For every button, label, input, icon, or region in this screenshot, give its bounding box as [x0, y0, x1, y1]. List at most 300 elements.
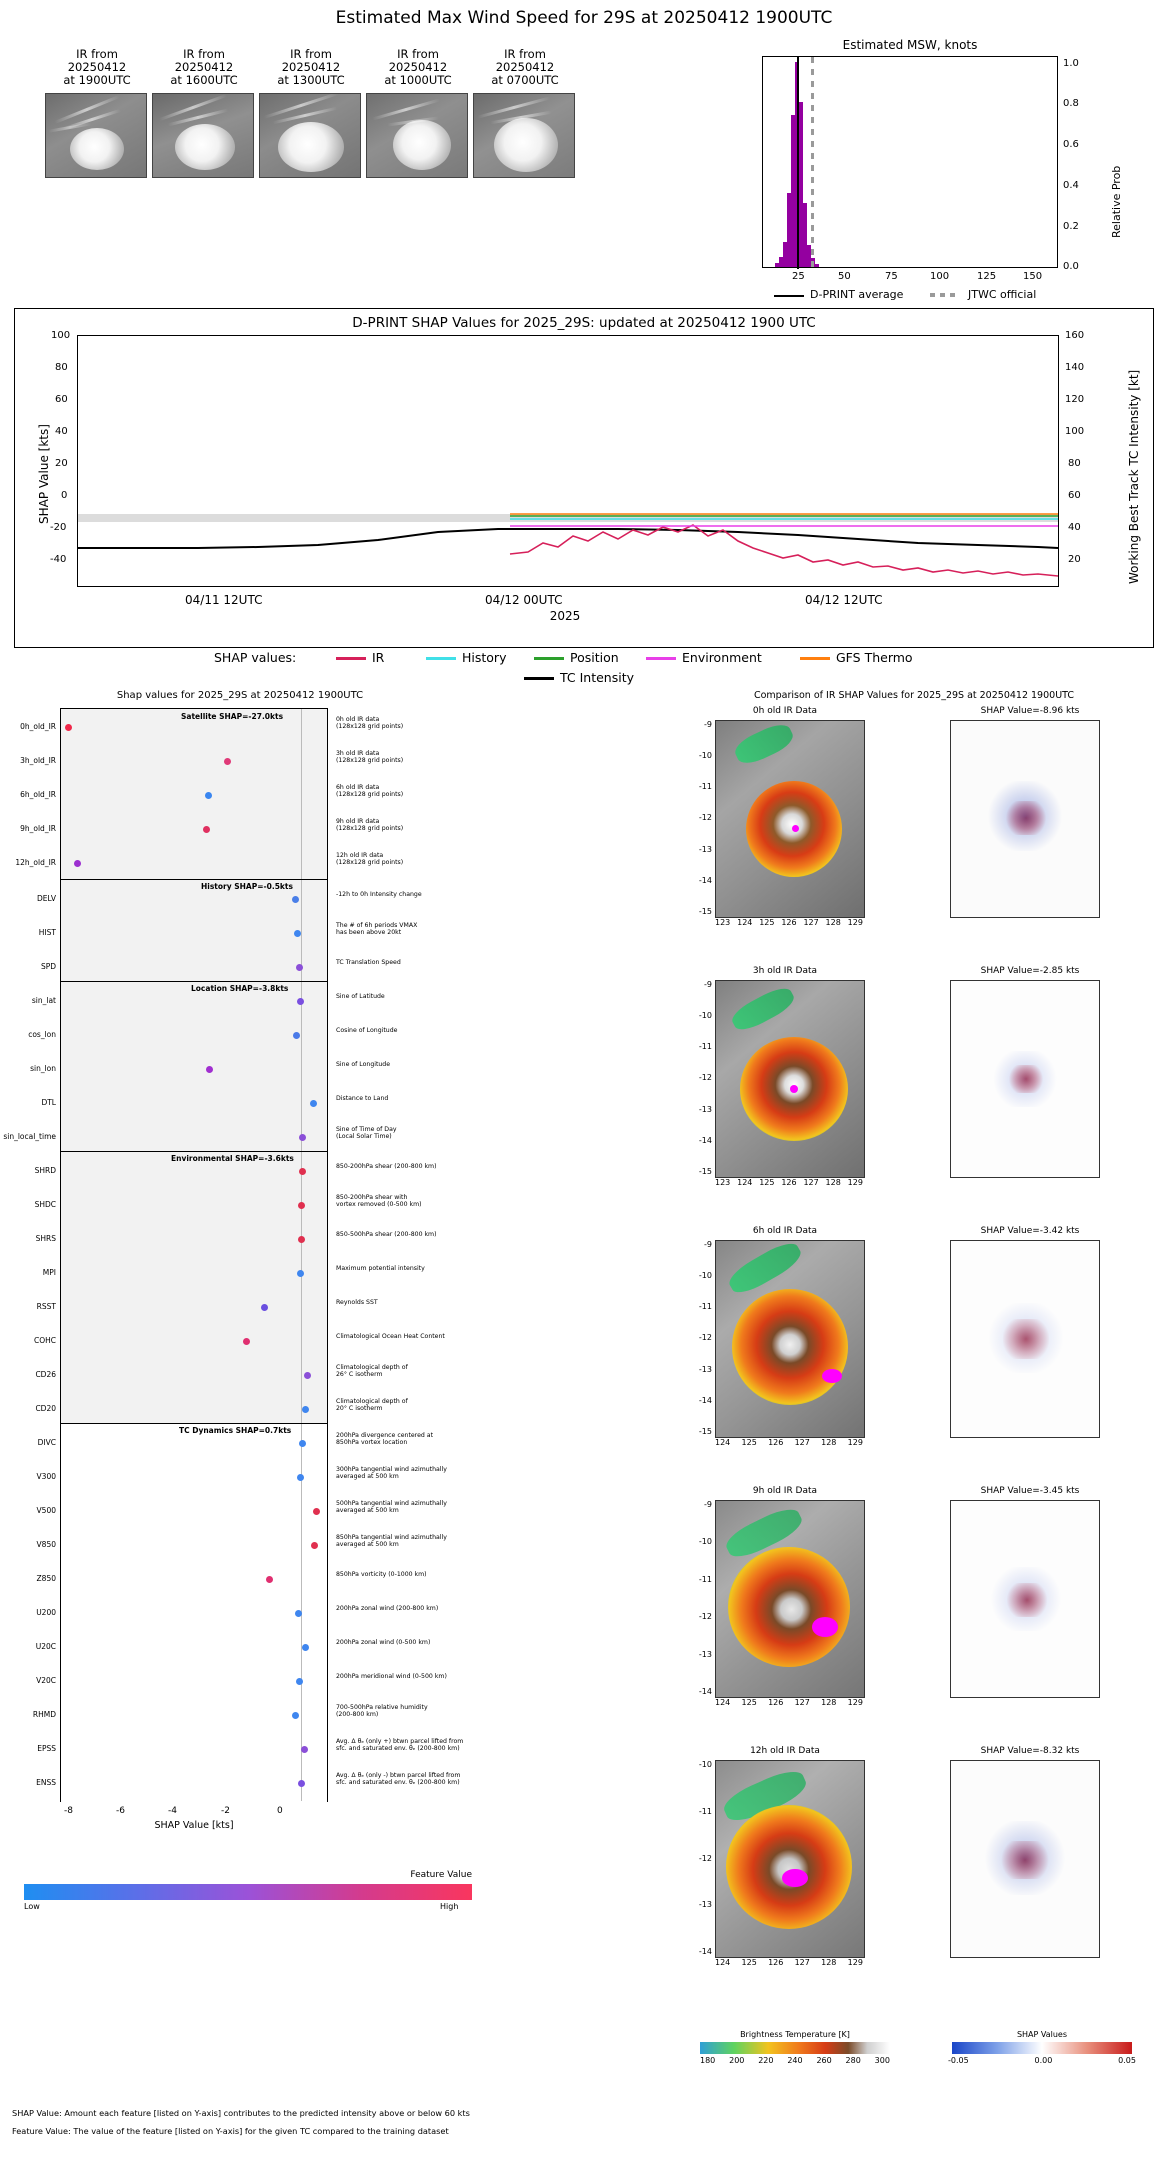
shap-dot-SHRS — [298, 1236, 305, 1243]
shap-desc-V300 — [336, 1466, 476, 1481]
legend-swatch-environment — [646, 657, 676, 660]
ir-yticks-0 — [688, 720, 712, 916]
desc-line-1: Avg. Δ θₑ (only +) btwn parcel lifted from — [336, 1738, 464, 1745]
shap-label-EPSS: EPSS — [37, 1744, 56, 1753]
desc-line-2: (128x128 grid points) — [336, 791, 404, 799]
ts-ytick-right-2: 60 — [1068, 490, 1081, 501]
shap-desc-DTL: Distance to Land — [336, 1095, 389, 1102]
desc-line-2: averaged at 500 km — [336, 1507, 399, 1515]
shap-desc-V850 — [336, 1534, 476, 1549]
ir-comparison-row-3 — [660, 1486, 1168, 1756]
xtick: 124 — [715, 1958, 731, 1967]
ytick: -11 — [698, 1806, 712, 1816]
shap-desc-SHRD: 850-200hPa shear (200-800 km) — [336, 1163, 437, 1170]
section-header-environment: Environmental SHAP=-3.6kts — [171, 1154, 294, 1163]
ytick: -9 — [704, 1240, 712, 1249]
ytick: -14 — [698, 1686, 712, 1696]
ir-comparison-title: Comparison of IR SHAP Values for 2025_29S at 20250412 1900UTC — [753, 690, 1075, 701]
shap-scatter-title: Shap values for 2025_29S at 20250412 1900UTC — [116, 690, 364, 701]
shap-label-U200: U200 — [36, 1608, 56, 1617]
shap-dot-ENSS — [298, 1780, 305, 1787]
ytick: -15 — [698, 1166, 712, 1176]
shap-colorbar-gradient — [952, 2042, 1132, 2054]
caption-line-3: at 0700UTC — [491, 73, 559, 87]
legend-label-dprint: D-PRINT average — [810, 288, 904, 301]
shap-timeseries-panel — [14, 308, 1154, 648]
ts-ytick-right-4: 100 — [1065, 426, 1085, 437]
shap-label-DELV: DELV — [37, 894, 56, 903]
desc-line-1: Sine of Time of Day — [336, 1126, 397, 1133]
ytick: -14 — [698, 1135, 712, 1145]
shap-row-title-2: SHAP Value=-3.42 kts — [980, 1226, 1080, 1236]
shap-dot-V300 — [297, 1474, 304, 1481]
shap-label-DIVC: DIVC — [37, 1438, 56, 1447]
tick: -0.05 — [948, 2056, 969, 2065]
bt-colorbar — [690, 2030, 900, 2070]
shap-label-V300: V300 — [36, 1472, 56, 1481]
xtick: 126 — [768, 1438, 784, 1447]
xtick: 126 — [768, 1958, 784, 1967]
timeseries-lines — [78, 336, 1058, 586]
ts-ytick-right-0: 20 — [1068, 554, 1081, 565]
histogram-ytick-2: 0.4 — [1063, 180, 1079, 191]
section-band-history — [61, 879, 327, 981]
ir-thumbnail-caption — [45, 48, 149, 87]
shap-dot-sin_local_time — [299, 1134, 306, 1141]
xtick: 128 — [825, 1178, 841, 1187]
feature-value-low: Low — [24, 1902, 40, 1911]
ytick: -15 — [698, 906, 712, 916]
shap-desc-COHC: Climatological Ocean Heat Content — [336, 1333, 445, 1340]
shap-label-SHDC: SHDC — [34, 1200, 56, 1209]
shap-label-3h_old_IR: 3h_old_IR — [20, 756, 56, 765]
shap-map-1 — [950, 980, 1100, 1178]
legend-label-position: Position — [570, 650, 619, 665]
xtick: 126 — [781, 918, 797, 927]
shap-label-RHMD: RHMD — [32, 1710, 56, 1719]
histogram-xtick-2: 75 — [885, 271, 898, 282]
caption-line-3: at 1300UTC — [277, 73, 345, 87]
shap-desc-3h_old_IR — [336, 750, 466, 765]
desc-line-2: sfc. and saturated env. θₑ (200-800 km) — [336, 1745, 460, 1753]
ir-row-title-2: 6h old IR Data — [752, 1226, 818, 1236]
ir-yticks-1 — [688, 980, 712, 1176]
shap-dot-sin_lon — [206, 1066, 213, 1073]
footnote-feature-value: Feature Value: The value of the feature [listed on Y-axis] for the given TC compared to the training dataset — [12, 2126, 449, 2136]
ir-xticks-1 — [715, 1178, 863, 1187]
shap-desc-U200: 200hPa zonal wind (200-800 km) — [336, 1605, 439, 1612]
shap-dot-3h_old_IR — [224, 758, 231, 765]
ytick: -11 — [698, 1574, 712, 1584]
ts-ylabel-right: Working Best Track TC Intensity [kt] — [1127, 369, 1141, 584]
histogram-ytick-0: 0.0 — [1063, 261, 1079, 272]
ts-xtick-2: 04/12 12UTC — [805, 593, 883, 607]
shap-label-cos_lon: cos_lon — [28, 1030, 56, 1039]
ytick: -12 — [698, 1853, 712, 1863]
shap-timeseries-plot — [77, 335, 1059, 587]
xtick: 129 — [847, 918, 863, 927]
feature-value-gradient — [24, 1884, 472, 1900]
shap-dot-6h_old_IR — [205, 792, 212, 799]
xtick: 128 — [821, 1438, 837, 1447]
shap-row-title-0: SHAP Value=-8.96 kts — [980, 706, 1080, 716]
shap-label-V500: V500 — [36, 1506, 56, 1515]
ytick: -14 — [698, 1395, 712, 1405]
desc-line-1: Avg. Δ θₑ (only -) btwn parcel lifted from — [336, 1772, 461, 1779]
desc-line-1: 300hPa tangential wind azimuthally — [336, 1466, 447, 1473]
shap-map-2 — [950, 1240, 1100, 1438]
ts-ytick-right-1: 40 — [1068, 522, 1081, 533]
scatter-xtick-0: -8 — [64, 1806, 73, 1816]
desc-line-2: 20° C isotherm — [336, 1405, 383, 1413]
desc-line-1: 12h old IR data — [336, 852, 384, 859]
desc-line-1: 0h old IR data — [336, 716, 380, 723]
ytick: -10 — [698, 1011, 712, 1021]
ir-map-0 — [715, 720, 865, 918]
ts-ytick-left-1: -20 — [50, 522, 67, 533]
desc-line-1: The # of 6h periods VMAX — [336, 922, 418, 929]
xtick: 129 — [847, 1698, 863, 1707]
shap-dot-DELV — [292, 896, 299, 903]
ir-yticks-2 — [688, 1240, 712, 1436]
ir-thumbnail-image — [152, 93, 254, 178]
legend-swatch-gfsthermo — [800, 657, 830, 660]
ir-thumbnail-caption — [366, 48, 470, 87]
ir-comparison-row-0 — [660, 706, 1168, 976]
shap-dot-0h_old_IR — [65, 724, 72, 731]
shap-label-DTL: DTL — [41, 1098, 56, 1107]
section-header-dynamics: TC Dynamics SHAP=0.7kts — [179, 1426, 292, 1435]
xtick: 125 — [759, 918, 775, 927]
shap-label-9h_old_IR: 9h_old_IR — [20, 824, 56, 833]
xtick: 128 — [821, 1698, 837, 1707]
desc-line-1: 850-200hPa shear with — [336, 1194, 408, 1201]
shap-desc-RSST: Reynolds SST — [336, 1299, 378, 1306]
footnote-shap-value: SHAP Value: Amount each feature [listed on Y-axis] contributes to the predicted intensity above or below 60 kts — [12, 2108, 470, 2118]
feature-value-colorbar — [10, 1870, 480, 1920]
ir-map-3 — [715, 1500, 865, 1698]
shap-desc-CD26 — [336, 1364, 476, 1379]
ytick: -10 — [698, 751, 712, 761]
ir-thumbnail-image — [259, 93, 361, 178]
ytick: -9 — [704, 720, 712, 729]
feature-value-label: Feature Value — [410, 1870, 472, 1880]
xtick: 123 — [715, 918, 731, 927]
histogram-legend — [760, 288, 1060, 306]
shap-desc-RHMD — [336, 1704, 476, 1719]
jtwc-official-line — [811, 57, 814, 269]
ir-row-title-3: 9h old IR Data — [752, 1486, 818, 1496]
xtick: 129 — [847, 1958, 863, 1967]
ytick: -12 — [698, 1612, 712, 1622]
shap-colorbar-label: SHAP Values — [1016, 2030, 1068, 2039]
shap-label-sin_lon: sin_lon — [30, 1064, 56, 1073]
xtick: 127 — [794, 1958, 810, 1967]
shap-label-U20C: U20C — [35, 1642, 56, 1651]
histogram-ylabel: Relative Prob — [1110, 165, 1123, 238]
desc-line-1: 500hPa tangential wind azimuthally — [336, 1500, 447, 1507]
shap-desc-U20C: 200hPa zonal wind (0-500 km) — [336, 1639, 431, 1646]
legend-swatch-ir — [336, 657, 366, 660]
caption-line-1: IR from — [290, 47, 332, 61]
histogram-title: Estimated MSW, knots — [842, 38, 978, 52]
ts-ytick-left-3: 20 — [55, 458, 68, 469]
desc-line-1: 700-500hPa relative humidity — [336, 1704, 428, 1711]
shap-dot-cos_lon — [293, 1032, 300, 1039]
desc-line-2: sfc. and saturated env. θₑ (200-800 km) — [336, 1779, 460, 1787]
ytick: -13 — [698, 1900, 712, 1910]
desc-line-1: 6h old IR data — [336, 784, 380, 791]
caption-line-3: at 1600UTC — [170, 73, 238, 87]
xtick: 127 — [794, 1438, 810, 1447]
shap-dot-HIST — [294, 930, 301, 937]
section-header-history: History SHAP=-0.5kts — [201, 882, 293, 891]
ytick: -13 — [698, 1104, 712, 1114]
scatter-xtick-1: -6 — [116, 1806, 125, 1816]
ir-xticks-3 — [715, 1698, 863, 1707]
tick: 260 — [816, 2056, 832, 2065]
shap-label-RSST: RSST — [36, 1302, 56, 1311]
shap-row-title-1: SHAP Value=-2.85 kts — [980, 966, 1080, 976]
shap-dot-EPSS — [301, 1746, 308, 1753]
shap-map-0 — [950, 720, 1100, 918]
desc-line-2: averaged at 500 km — [336, 1541, 399, 1549]
caption-line-1: IR from — [76, 47, 118, 61]
dprint-average-line — [797, 57, 799, 269]
shap-label-V850: V850 — [36, 1540, 56, 1549]
caption-line-3: at 1900UTC — [63, 73, 131, 87]
ir-thumbnail-image — [366, 93, 468, 178]
desc-line-1: Climatological depth of — [336, 1398, 408, 1405]
scatter-xtick-3: -2 — [221, 1806, 230, 1816]
shap-label-COHC: COHC — [33, 1336, 56, 1345]
histogram-xtick-0: 25 — [792, 271, 805, 282]
shap-label-HIST: HIST — [38, 928, 56, 937]
ir-thumbnail-image — [45, 93, 147, 178]
histogram-xtick-1: 50 — [838, 271, 851, 282]
shap-label-ENSS: ENSS — [36, 1778, 56, 1787]
ts-ytick-right-3: 80 — [1068, 458, 1081, 469]
ytick: -14 — [698, 875, 712, 885]
shap-desc-9h_old_IR — [336, 818, 466, 833]
ytick: -10 — [698, 1271, 712, 1281]
caption-line-2: 20250412 — [174, 60, 234, 74]
shap-label-SHRS: SHRS — [35, 1234, 56, 1243]
shap-desc-DIVC — [336, 1432, 476, 1447]
ytick: -14 — [698, 1947, 712, 1956]
ytick: -13 — [698, 844, 712, 854]
ir-thumbnail-0 — [45, 48, 149, 178]
ir-row-title-0: 0h old IR Data — [752, 706, 818, 716]
tick: 0.05 — [1118, 2056, 1136, 2065]
page-title: Estimated Max Wind Speed for 29S at 20250412 1900UTC — [335, 8, 833, 28]
shap-row-title-4: SHAP Value=-8.32 kts — [980, 1746, 1080, 1756]
shap-desc-12h_old_IR — [336, 852, 466, 867]
shap-colorbar-ticks — [948, 2056, 1136, 2065]
tick: 0.00 — [1034, 2056, 1053, 2065]
ir-thumbnail-strip — [45, 48, 565, 208]
shap-dot-V20C — [296, 1678, 303, 1685]
xtick: 129 — [847, 1438, 863, 1447]
shap-dot-sin_lat — [297, 998, 304, 1005]
legend-label-history: History — [462, 650, 507, 665]
shap-desc-sin_lat: Sine of Latitude — [336, 993, 385, 1000]
ir-yticks-4 — [688, 1760, 712, 1956]
ytick: -9 — [704, 1500, 712, 1509]
shap-scatter-plot — [60, 708, 328, 1802]
shap-desc-SHDC — [336, 1194, 476, 1209]
ytick: -12 — [698, 813, 712, 823]
caption-line-1: IR from — [183, 47, 225, 61]
section-header-satellite: Satellite SHAP=-27.0kts — [181, 712, 284, 721]
shap-dot-12h_old_IR — [74, 860, 81, 867]
section-header-location: Location SHAP=-3.8kts — [191, 984, 289, 993]
legend-label-environment: Environment — [682, 650, 762, 665]
caption-line-2: 20250412 — [495, 60, 555, 74]
shap-label-12h_old_IR: 12h_old_IR — [15, 858, 56, 867]
shap-label-CD26: CD26 — [35, 1370, 56, 1379]
xtick: 124 — [715, 1438, 731, 1447]
ts-ytick-left-5: 60 — [55, 394, 68, 405]
desc-line-2: (128x128 grid points) — [336, 859, 404, 867]
legend-label-tcintensity: TC Intensity — [560, 670, 635, 685]
ir-xticks-0 — [715, 918, 863, 927]
shap-desc-V500 — [336, 1500, 476, 1515]
scatter-xtick-2: -4 — [168, 1806, 177, 1816]
desc-line-2: vortex removed (0-500 km) — [336, 1201, 422, 1209]
section-band-satellite — [61, 709, 327, 879]
shap-label-CD20: CD20 — [35, 1404, 56, 1413]
shap-desc-sin_lon: Sine of Longitude — [336, 1061, 391, 1068]
desc-line-2: (Local Solar Time) — [336, 1133, 392, 1141]
ytick: -13 — [698, 1649, 712, 1659]
shap-desc-cos_lon: Cosine of Longitude — [336, 1027, 398, 1034]
desc-line-2: (128x128 grid points) — [336, 825, 404, 833]
ts-ytick-left-6: 80 — [55, 362, 68, 373]
shap-timeseries-title: D-PRINT SHAP Values for 2025_29S: updated at 20250412 1900 UTC — [352, 315, 816, 331]
ts-ytick-right-7: 160 — [1065, 330, 1085, 341]
desc-line-2: 26° C isotherm — [336, 1371, 383, 1379]
ir-thumbnail-image — [473, 93, 575, 178]
desc-line-1: 9h old IR data — [336, 818, 380, 825]
desc-line-2: 850hPa vortex location — [336, 1439, 408, 1447]
shap-dot-9h_old_IR — [203, 826, 210, 833]
feature-value-high: High — [440, 1902, 459, 1911]
shap-dot-COHC — [243, 1338, 250, 1345]
ir-thumbnail-4 — [473, 48, 577, 178]
caption-line-3: at 1000UTC — [384, 73, 452, 87]
shap-dot-SHDC — [298, 1202, 305, 1209]
shap-dot-CD26 — [304, 1372, 311, 1379]
shap-desc-MPI: Maximum potential intensity — [336, 1265, 425, 1272]
histogram-ytick-3: 0.6 — [1063, 139, 1079, 150]
shap-dot-SHRD — [299, 1168, 306, 1175]
histogram-bars — [763, 57, 1057, 267]
desc-line-2: averaged at 500 km — [336, 1473, 399, 1481]
xtick: 128 — [821, 1958, 837, 1967]
legend-swatch-tcintensity — [524, 677, 554, 680]
zero-line-2 — [301, 709, 302, 1801]
tick: 180 — [700, 2056, 716, 2065]
caption-line-2: 20250412 — [388, 60, 448, 74]
xtick: 128 — [825, 918, 841, 927]
shap-desc-EPSS — [336, 1738, 482, 1753]
desc-line-1: 3h old IR data — [336, 750, 380, 757]
shap-dot-V500 — [313, 1508, 320, 1515]
legend-label-ir: IR — [372, 650, 385, 665]
ts-ytick-right-6: 140 — [1065, 362, 1085, 373]
tick: 280 — [845, 2056, 861, 2065]
xtick: 124 — [715, 1698, 731, 1707]
ir-map-4 — [715, 1760, 865, 1958]
shap-desc-Z850: 850hPa vorticity (0-1000 km) — [336, 1571, 427, 1578]
desc-line-2: (128x128 grid points) — [336, 757, 404, 765]
tick: 240 — [787, 2056, 803, 2065]
shap-desc-HIST — [336, 922, 466, 937]
section-band-location — [61, 981, 327, 1151]
desc-line-1: Climatological depth of — [336, 1364, 408, 1371]
ir-comparison-row-4 — [660, 1746, 1168, 2016]
caption-line-2: 20250412 — [67, 60, 127, 74]
histogram-panel — [760, 38, 1140, 301]
xtick: 123 — [715, 1178, 731, 1187]
shap-desc-6h_old_IR — [336, 784, 466, 799]
ir-xticks-4 — [715, 1958, 863, 1967]
shap-label-sin_local_time: sin_local_time — [3, 1132, 56, 1141]
xtick: 125 — [741, 1698, 757, 1707]
shap-timeseries-legend — [14, 648, 1154, 686]
ytick: -9 — [704, 980, 712, 989]
legend-swatch-jtwc — [930, 293, 960, 297]
ytick: -12 — [698, 1333, 712, 1343]
caption-line-1: IR from — [397, 47, 439, 61]
shap-label-6h_old_IR: 6h_old_IR — [20, 790, 56, 799]
bt-colorbar-label: Brightness Temperature [K] — [740, 2030, 850, 2039]
ytick: -15 — [698, 1426, 712, 1436]
ts-ylabel-left: SHAP Value [kts] — [37, 424, 51, 524]
xtick: 127 — [803, 918, 819, 927]
shap-dot-U20C — [302, 1644, 309, 1651]
xtick: 124 — [737, 918, 753, 927]
ts-ytick-right-5: 120 — [1065, 394, 1085, 405]
ytick: -11 — [698, 782, 712, 792]
histogram-ytick-5: 1.0 — [1063, 58, 1079, 69]
histogram-ytick-4: 0.8 — [1063, 98, 1079, 109]
histogram-xtick-4: 125 — [977, 271, 997, 282]
ir-thumbnail-2 — [259, 48, 363, 178]
ir-row-title-4: 12h old IR Data — [750, 1746, 820, 1756]
histogram-xtick-3: 100 — [930, 271, 950, 282]
desc-line-2: has been above 20kt — [336, 929, 402, 937]
ir-comparison-row-2 — [660, 1226, 1168, 1496]
shap-dot-SPD — [296, 964, 303, 971]
shap-dot-MPI — [297, 1270, 304, 1277]
shap-label-Z850: Z850 — [36, 1574, 56, 1583]
shap-dot-DIVC — [299, 1440, 306, 1447]
legend-swatch-dprint — [774, 295, 804, 297]
histogram-xtick-5: 150 — [1023, 271, 1043, 282]
shap-desc-SHRS: 850-500hPa shear (200-800 km) — [336, 1231, 437, 1238]
ir-thumbnail-caption — [259, 48, 363, 87]
shap-desc-ENSS — [336, 1772, 482, 1787]
shap-row-title-3: SHAP Value=-3.45 kts — [980, 1486, 1080, 1496]
legend-swatch-history — [426, 657, 456, 660]
ts-ytick-left-7: 100 — [51, 330, 71, 341]
section-band-dynamics — [61, 1423, 327, 1803]
ts-ytick-left-0: -40 — [50, 554, 67, 565]
histogram-ytick-1: 0.2 — [1063, 221, 1079, 232]
ytick: -13 — [698, 1364, 712, 1374]
